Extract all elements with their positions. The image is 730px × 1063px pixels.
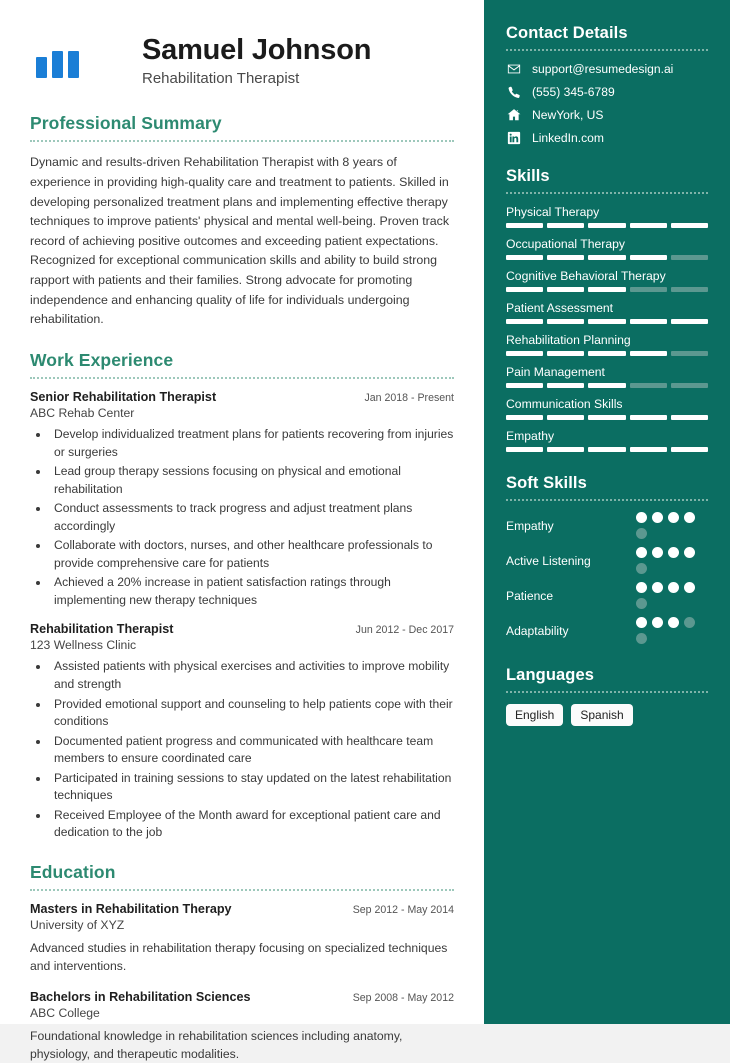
skill-segment xyxy=(547,351,584,356)
education-description: Advanced studies in rehabilitation therapy focusing on specialized techniques and interventions. xyxy=(30,941,448,974)
soft-skill-dot xyxy=(636,617,647,628)
soft-skill-rating-dots xyxy=(636,547,708,574)
contact-list xyxy=(506,62,708,145)
section-professional-summary xyxy=(30,113,454,329)
section-soft-skills xyxy=(506,474,708,644)
soft-skill-label: Adaptability xyxy=(506,623,569,638)
skill-item xyxy=(506,365,708,388)
soft-skill-dot xyxy=(636,582,647,593)
name-block xyxy=(142,32,371,87)
job-bullet: • Collaborate with doctors, nurses, and other healthcare professionals to provide comprehensive care for patients xyxy=(50,537,454,573)
skill-segment xyxy=(588,415,625,420)
phone-icon xyxy=(506,85,521,99)
candidate-name: Samuel Johnson xyxy=(142,34,372,66)
section-title: Education xyxy=(30,862,116,883)
soft-skill-dot xyxy=(668,582,679,593)
home-icon xyxy=(506,108,521,122)
education-school: University of XYZ xyxy=(30,918,125,933)
soft-skill-item xyxy=(506,617,708,644)
skill-rating-bar xyxy=(506,447,708,452)
skill-segment xyxy=(506,319,543,324)
skill-item xyxy=(506,333,708,356)
skill-item xyxy=(506,301,708,324)
job-organization: ABC Rehab Center xyxy=(30,405,135,420)
job-header xyxy=(30,390,454,404)
section-divider xyxy=(506,192,708,194)
skill-segment xyxy=(588,447,625,452)
three-bars-logo-icon xyxy=(30,32,142,78)
job-entry xyxy=(30,390,454,610)
soft-skill-rating-dots xyxy=(636,582,708,609)
contact-value: support@resumedesign.ai xyxy=(532,62,674,76)
education-description: Foundational knowledge in rehabilitation sciences including anatomy, physiology, and therapeutic modalities. xyxy=(30,1028,403,1062)
skill-segment xyxy=(671,255,708,260)
skill-item xyxy=(506,269,708,292)
job-bullet: • Participated in training sessions to stay updated on the latest rehabilitation techniques xyxy=(50,770,454,806)
skill-segment xyxy=(671,383,708,388)
job-bullet: • Documented patient progress and communicated with healthcare team members to ensure coordinated care xyxy=(50,733,454,769)
skill-segment xyxy=(671,223,708,228)
section-title: Languages xyxy=(506,666,595,684)
skill-rating-bar xyxy=(506,351,708,356)
soft-skill-label: Patience xyxy=(506,588,554,603)
section-divider xyxy=(506,499,708,501)
soft-skill-dot xyxy=(668,512,679,523)
job-bullet-list xyxy=(50,426,454,610)
skill-segment xyxy=(588,383,625,388)
skill-segment xyxy=(547,319,584,324)
skill-segment xyxy=(506,255,543,260)
soft-skill-dot xyxy=(636,547,647,558)
education-school: ABC College xyxy=(30,1005,100,1020)
contact-item[interactable] xyxy=(506,85,708,99)
soft-skill-dot xyxy=(684,582,695,593)
skill-segment xyxy=(630,415,667,420)
skill-segment xyxy=(588,223,625,228)
skill-segment xyxy=(671,319,708,324)
job-title: Rehabilitation Therapist xyxy=(30,622,174,637)
skill-segment xyxy=(671,287,708,292)
soft-skill-dot xyxy=(652,547,663,558)
soft-skill-dot xyxy=(652,512,663,523)
contact-item[interactable] xyxy=(506,62,708,76)
section-education xyxy=(30,862,454,1063)
soft-skill-dot xyxy=(636,563,647,574)
education-entry xyxy=(30,902,454,976)
soft-skill-dot xyxy=(668,617,679,628)
education-date: Sep 2008 - May 2012 xyxy=(352,991,454,1004)
skill-segment xyxy=(547,255,584,260)
soft-skill-rating-dots xyxy=(636,512,708,539)
education-header xyxy=(30,902,454,916)
contact-value: LinkedIn.com xyxy=(532,131,604,145)
resume-header xyxy=(30,22,454,113)
skill-segment xyxy=(547,415,584,420)
section-work-experience xyxy=(30,350,454,842)
skill-label: Physical Therapy xyxy=(506,205,600,219)
soft-skill-dot xyxy=(636,598,647,609)
sidebar xyxy=(484,0,730,1024)
soft-skill-list xyxy=(506,512,708,644)
skill-rating-bar xyxy=(506,287,708,292)
job-bullet: • Assisted patients with physical exercises and activities to improve mobility and strength xyxy=(50,658,454,694)
section-title: Work Experience xyxy=(30,349,174,370)
skill-item xyxy=(506,205,708,228)
soft-skill-dot xyxy=(684,512,695,523)
job-bullet: • Lead group therapy sessions focusing on physical and emotional rehabilitation xyxy=(50,463,454,499)
skill-segment xyxy=(588,255,625,260)
skill-segment xyxy=(547,383,584,388)
contact-value: (555) 345-6789 xyxy=(532,85,615,99)
job-date: Jun 2012 - Dec 2017 xyxy=(355,624,454,637)
skill-segment xyxy=(630,319,667,324)
skill-label: Rehabilitation Planning xyxy=(506,333,631,347)
contact-item[interactable] xyxy=(506,131,708,145)
skill-rating-bar xyxy=(506,255,708,260)
envelope-icon xyxy=(506,62,521,76)
section-divider xyxy=(506,691,708,693)
section-divider xyxy=(30,377,454,379)
skill-item xyxy=(506,237,708,260)
skill-segment xyxy=(588,287,625,292)
skill-segment xyxy=(506,351,543,356)
skill-segment xyxy=(506,447,543,452)
skill-segment xyxy=(671,351,708,356)
linkedin-icon xyxy=(506,131,521,145)
contact-value: NewYork, US xyxy=(532,108,604,122)
skill-rating-bar xyxy=(506,383,708,388)
job-organization: 123 Wellness Clinic xyxy=(30,638,137,653)
skill-segment xyxy=(630,287,667,292)
education-entry xyxy=(30,990,454,1063)
job-title: Senior Rehabilitation Therapist xyxy=(30,389,217,404)
skill-rating-bar xyxy=(506,223,708,228)
skill-segment xyxy=(506,223,543,228)
skill-segment xyxy=(588,351,625,356)
job-bullet: • Develop individualized treatment plans for patients recovering from injuries or surgeries xyxy=(50,426,454,462)
job-list xyxy=(30,390,454,842)
education-degree: Masters in Rehabilitation Therapy xyxy=(30,902,232,917)
section-title: Contact Details xyxy=(506,24,628,42)
education-header xyxy=(30,990,454,1004)
skill-list xyxy=(506,205,708,452)
job-entry xyxy=(30,622,454,842)
education-date: Sep 2012 - May 2014 xyxy=(352,904,454,917)
skill-segment xyxy=(671,415,708,420)
skill-segment xyxy=(506,415,543,420)
education-degree: Bachelors in Rehabilitation Sciences xyxy=(30,989,251,1004)
skill-segment xyxy=(547,223,584,228)
section-divider xyxy=(506,49,708,51)
section-languages xyxy=(506,666,708,726)
skill-label: Occupational Therapy xyxy=(506,237,626,251)
skill-segment xyxy=(547,287,584,292)
soft-skill-dot xyxy=(636,512,647,523)
job-bullet-list xyxy=(50,658,454,842)
skill-segment xyxy=(630,351,667,356)
job-header xyxy=(30,622,454,636)
candidate-role: Rehabilitation Therapist xyxy=(142,70,300,88)
skill-segment xyxy=(506,383,543,388)
skill-segment xyxy=(671,447,708,452)
section-divider xyxy=(30,889,454,891)
contact-item[interactable] xyxy=(506,108,708,122)
education-list xyxy=(30,902,454,1063)
job-bullet: • Received Employee of the Month award for exceptional patient care and dedication to the job xyxy=(50,807,454,843)
skill-segment xyxy=(630,447,667,452)
summary-text: Dynamic and results-driven Rehabilitation Therapist with 8 years of experience in providing high-quality care and treatment to patients. Skilled in developing personalized treatment plans and implementing effective therapy techniques to improve patients' physical and mental well-being. Proven track record of achieving positive outcomes and exceeding patient expectations. Recognized for exceptional communication skills and ability to build strong rapport with patients and their families. Strong advocate for promoting independence and enhancing quality of life for individuals undergoing rehabilitation. xyxy=(30,155,450,327)
section-divider xyxy=(30,140,454,142)
job-bullet: • Conduct assessments to track progress and adjust treatment plans accordingly xyxy=(50,500,454,536)
soft-skill-item xyxy=(506,582,708,609)
skill-segment xyxy=(630,255,667,260)
skill-item xyxy=(506,397,708,420)
skill-rating-bar xyxy=(506,415,708,420)
soft-skill-dot xyxy=(636,528,647,539)
skill-segment xyxy=(630,223,667,228)
skill-segment xyxy=(630,383,667,388)
soft-skill-label: Empathy xyxy=(506,518,554,533)
soft-skill-dot xyxy=(652,617,663,628)
skill-label: Empathy xyxy=(506,429,555,443)
skill-segment xyxy=(506,287,543,292)
job-bullet: • Provided emotional support and counseling to help patients cope with their conditions xyxy=(50,696,454,732)
soft-skill-dot xyxy=(652,582,663,593)
skill-segment xyxy=(547,447,584,452)
skill-item xyxy=(506,429,708,452)
language-chip[interactable]: Spanish xyxy=(571,704,632,726)
soft-skill-label: Active Listening xyxy=(506,553,591,568)
skill-label: Patient Assessment xyxy=(506,301,614,315)
job-date: Jan 2018 - Present xyxy=(364,391,454,404)
soft-skill-item xyxy=(506,547,708,574)
skill-segment xyxy=(588,319,625,324)
soft-skill-item xyxy=(506,512,708,539)
section-title: Professional Summary xyxy=(30,113,222,134)
soft-skill-rating-dots xyxy=(636,617,708,644)
skill-label: Communication Skills xyxy=(506,397,623,411)
soft-skill-dot xyxy=(684,617,695,628)
section-title: Soft Skills xyxy=(506,474,587,492)
skill-label: Pain Management xyxy=(506,365,605,379)
language-chip-list xyxy=(506,704,708,726)
soft-skill-dot xyxy=(636,633,647,644)
skill-label: Cognitive Behavioral Therapy xyxy=(506,269,666,283)
soft-skill-dot xyxy=(668,547,679,558)
job-bullet: • Achieved a 20% increase in patient satisfaction ratings through implementing new therapy techniques xyxy=(50,574,454,610)
soft-skill-dot xyxy=(684,547,695,558)
section-contact-details xyxy=(506,24,708,145)
language-chip[interactable]: English xyxy=(506,704,563,726)
section-skills xyxy=(506,167,708,452)
skill-rating-bar xyxy=(506,319,708,324)
section-title: Skills xyxy=(506,167,550,185)
